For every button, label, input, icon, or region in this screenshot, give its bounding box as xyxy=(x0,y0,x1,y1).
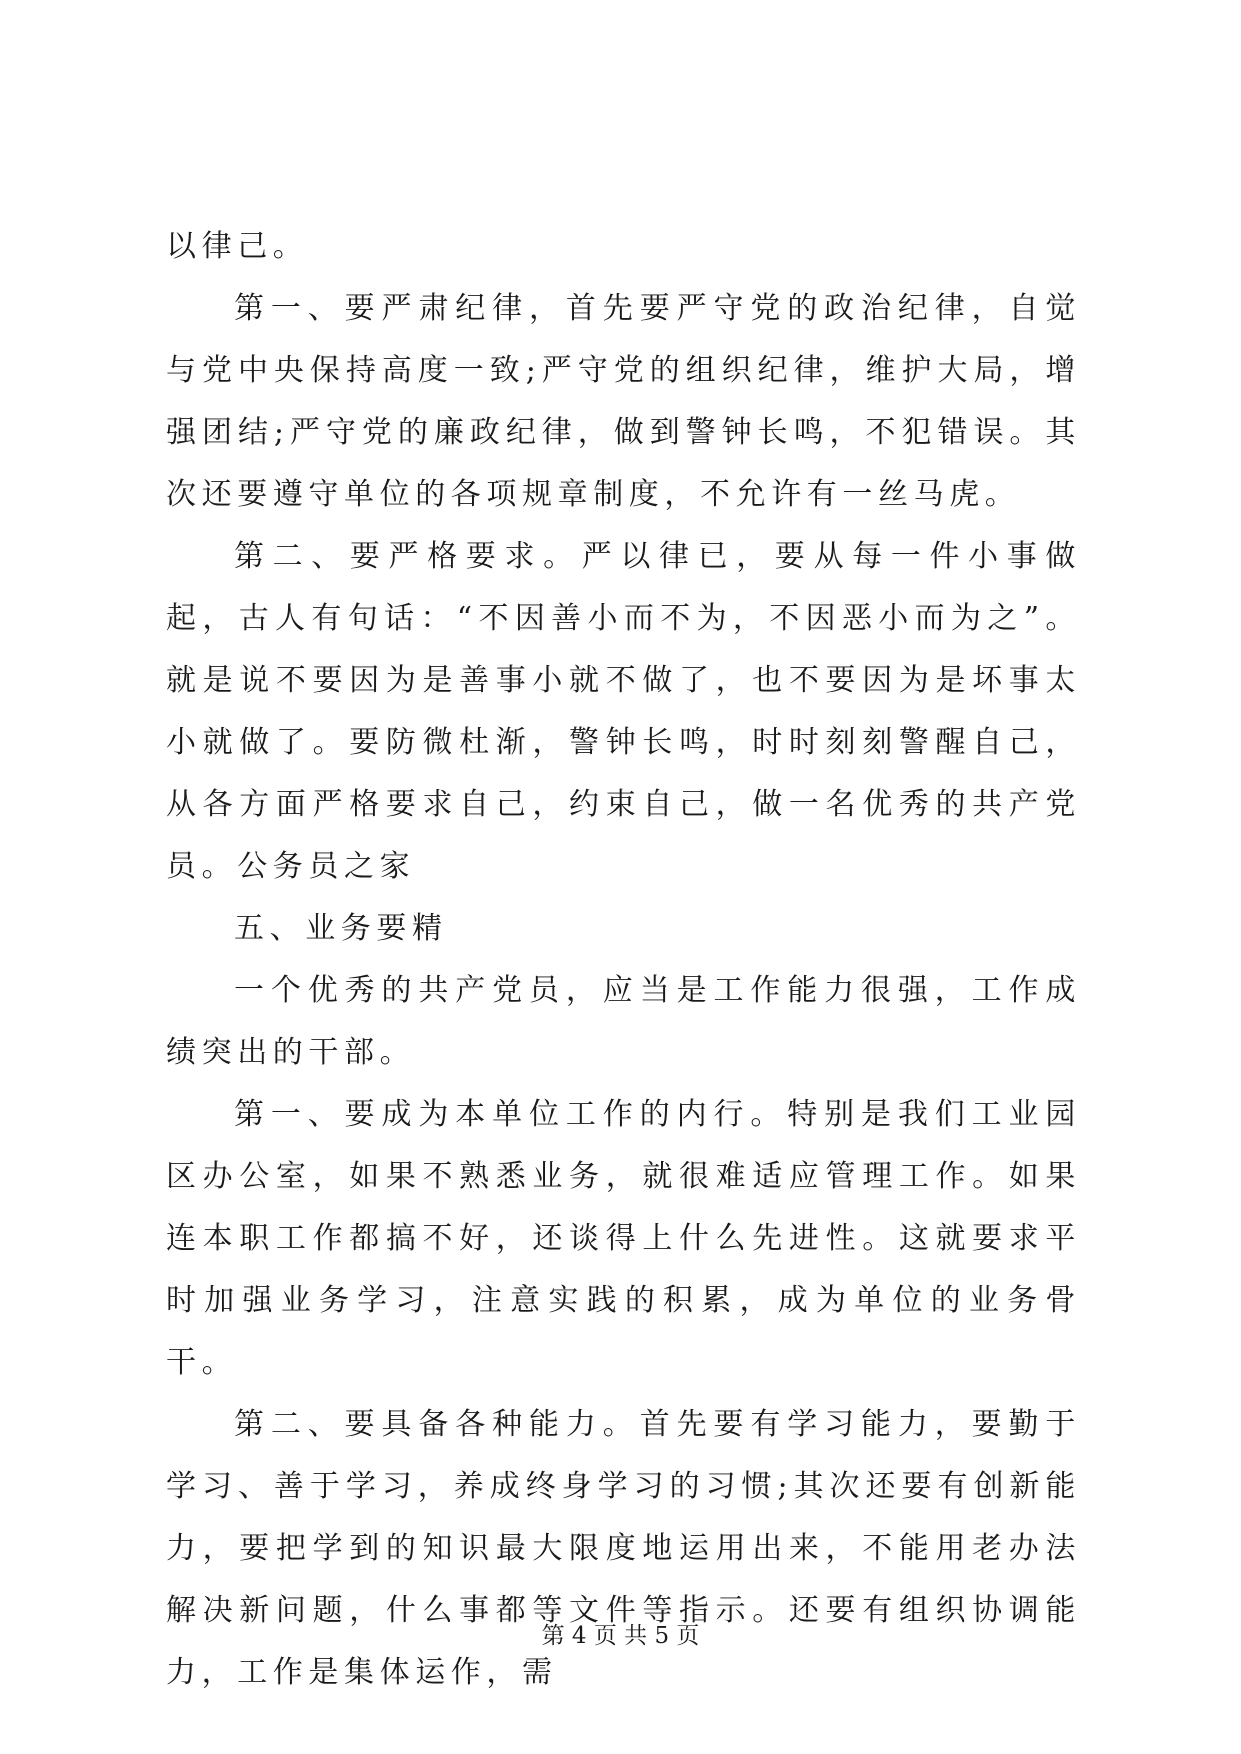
paragraph: 第二、要严格要求。严以律已，要从每一件小事做起，古人有句话：“不因善小而不为，不因恶小而为之”。就是说不要因为是善事小就不做了，也不要因为是坏事太小就做了。要防微杜渐，警钟长鸣，时时刻刻警醒自己，从各方面严格要求自己，约束自己，做一名优秀的共产党员。公务员之家 xyxy=(166,539,1081,884)
paragraph: 第一、要成为本单位工作的内行。特别是我们工业园区办公室，如果不熟悉业务，就很难适应管理工作。如果连本职工作都搞不好，还谈得上什么先进性。这就要求平时加强业务学习，注意实践的积累，成为单位的业务骨干。 xyxy=(166,1097,1081,1380)
paragraph: 第二、要具备各种能力。首先要有学习能力，要勤于学习、善于学习，养成终身学习的习惯;其次还要有创新能力，要把学到的知识最大限度地运用出来，不能用老办法解决新问题，什么事都等文件等指示。还要有组织协调能力，工作是集体运作，需 xyxy=(166,1407,1081,1690)
paragraph: 第一、要严肃纪律，首先要严守党的政治纪律，自觉与党中央保持高度一致;严守党的组织纪律，维护大局，增强团结;严守党的廉政纪律，做到警钟长鸣，不犯错误。其次还要遵守单位的各项规章制度，不允许有一丝马虎。 xyxy=(166,291,1081,512)
paragraph: 一个优秀的共产党员，应当是工作能力很强，工作成绩突出的干部。 xyxy=(166,973,1081,1070)
paragraph: 以律己。 xyxy=(166,229,309,264)
page-body xyxy=(166,216,1081,1704)
section-heading: 五、业务要精 xyxy=(234,911,448,946)
page-footer: 第 4 页 共 5 页 xyxy=(541,1623,700,1649)
